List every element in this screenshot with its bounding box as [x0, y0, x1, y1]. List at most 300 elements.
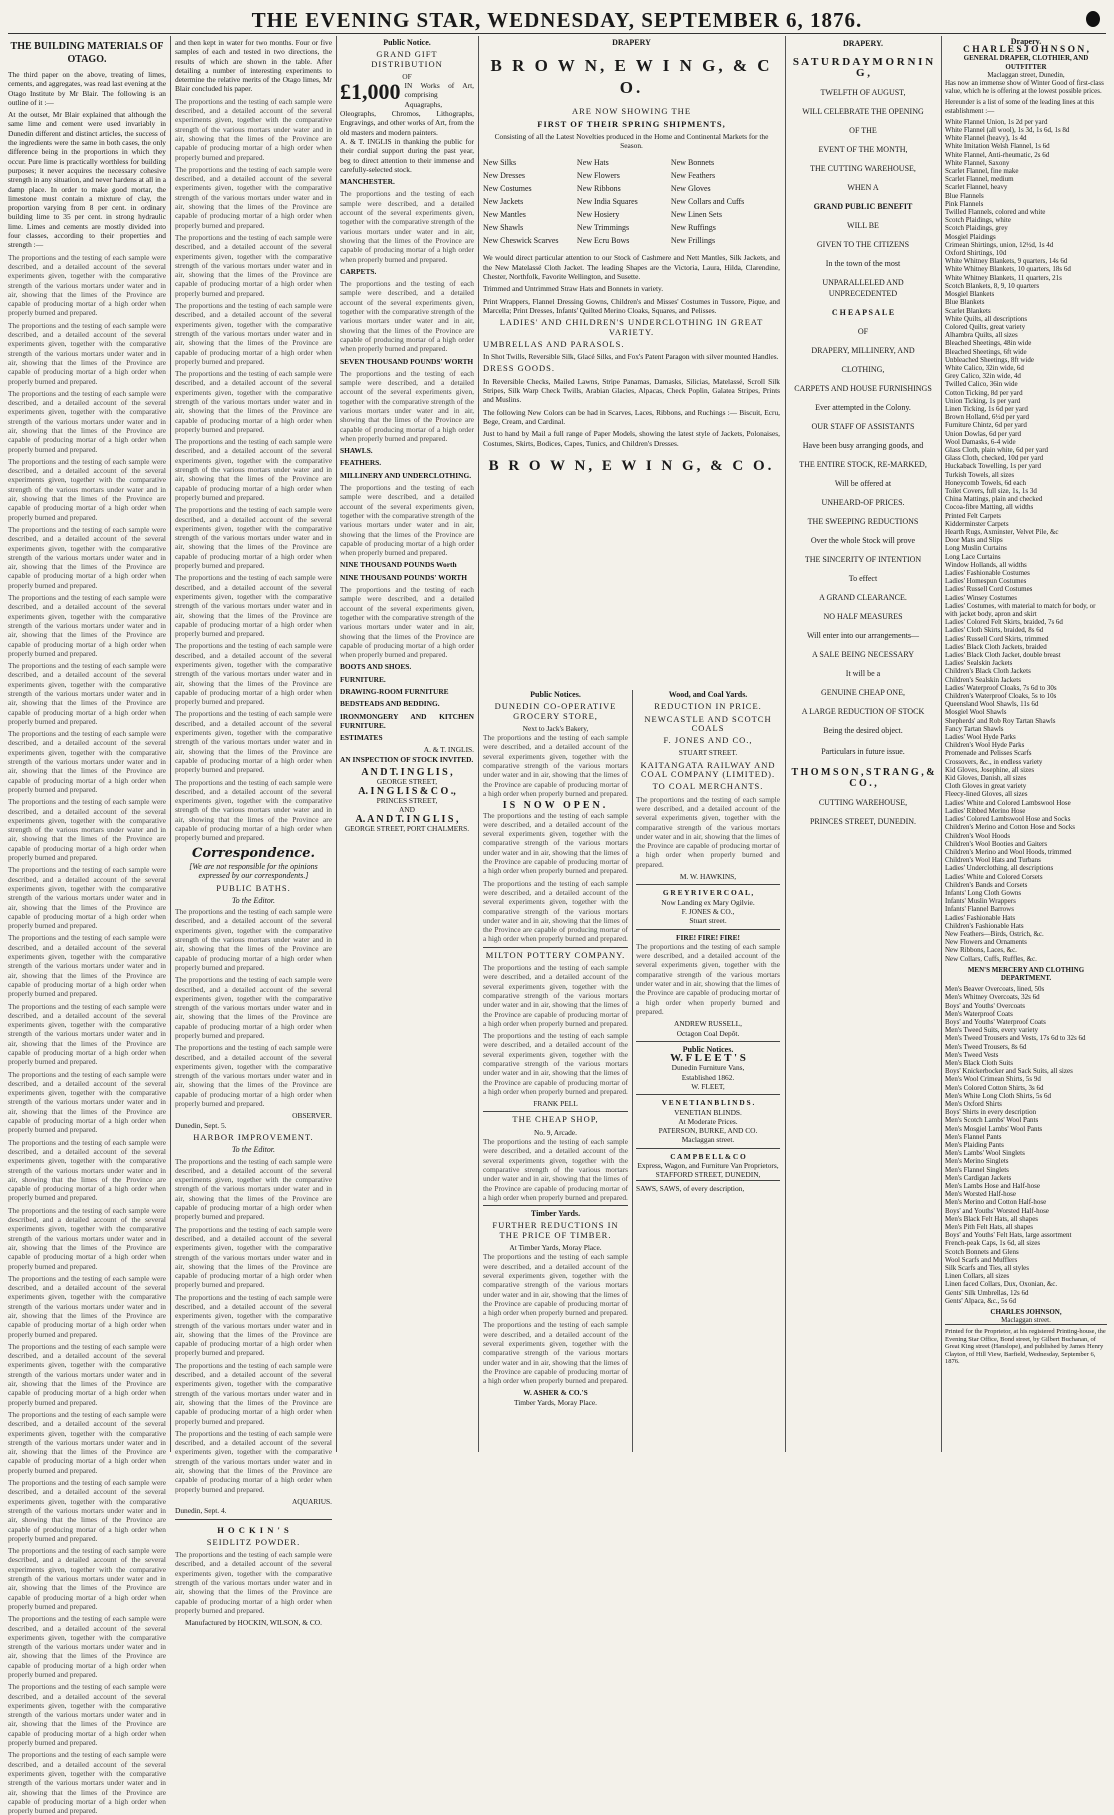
newspaper-title: THE EVENING STAR, WEDNESDAY, SEPTEMBER 6, 1876.	[251, 8, 863, 32]
notice-title: REDUCTION IN PRICE.	[654, 701, 762, 712]
advert-line: UNPARALLELED AND UNPRECEDENTED	[822, 278, 904, 298]
list-item: Printed Felt Carpets	[945, 511, 1001, 520]
list-item: White Whitney Blankets, 9 quarters, 14s 6d	[945, 257, 1068, 266]
list-item: Men's White Long Cloth Shirts, 5s 6d	[945, 1091, 1051, 1100]
list-item: Honeycomb Towels, 6d each	[945, 478, 1027, 487]
list-item: Men's Merino and Cotton Half-hose	[945, 1198, 1047, 1207]
advert-line: A SALE BEING NECESSARY	[811, 650, 914, 659]
list-item: Fancy Tartan Shawls	[945, 724, 1004, 733]
notice-line: Octagon Coal Depôt.	[676, 1028, 740, 1038]
list-item: Shepherds' and Rob Roy Tartan Shawls	[945, 716, 1056, 725]
section-title: AN INSPECTION OF STOCK INVITED.	[340, 754, 474, 764]
list-item: Ladies' Colored Lambswool Hose and Socks	[945, 815, 1071, 824]
notice-signature: FRANK PELL	[533, 1099, 578, 1109]
notice-title: FIRE! FIRE! FIRE!	[636, 929, 780, 942]
list-item: Linen faced Collars, Dux, Oxonian, &c.	[945, 1280, 1058, 1289]
list-item: Linen Collars, all sizes	[945, 1272, 1010, 1281]
letter-body: The proportions and the testing of each sample were described, and a detailed account of the several experiments given, together with the comparative strength of the various mortars under water and in air, showing that the limes of the Province are capable of producing mortar of a high order when properly burned and prepared.	[175, 1156, 332, 1222]
section-title: BEDSTEADS AND BEDDING.	[340, 699, 440, 709]
list-item: Ladies' Waterproof Cloaks, 7s 6d to 30s	[945, 683, 1057, 692]
article-body-cont: The proportions and the testing of each sample were described, and a detailed account of the several experiments given, together with the comparative strength of the various mortars under water and in air, showing that the limes of the Province are capable of producing mortar of a high order when properly burned and prepared.	[175, 301, 332, 366]
article-body-cont: The proportions and the testing of each sample were described, and a detailed account of the several experiments given, together with the comparative strength of the various mortars under water and in air, showing that the limes of the Province are capable of producing mortar of a high order when properly burned and prepared.	[8, 1205, 166, 1271]
list-item: New Trimmings	[576, 223, 630, 233]
list-item: Men's Tweed Suits, every variety	[945, 1026, 1038, 1035]
article-body-cont: The proportions and the testing of each sample were described, and a detailed account of the several experiments given, together with the comparative strength of the various mortars under water and in air, showing that the limes of the Province are capable of producing mortar of a high order when properly burned and prepared.	[8, 1682, 166, 1748]
list-item: Grey Calico, 32in wide, 4d	[945, 372, 1021, 381]
list-item: Men's Plaiding Pants	[945, 1141, 1004, 1150]
list-item: White Flannel, Saxony	[945, 158, 1010, 167]
advert-line: Have been busy arranging goods, and	[802, 441, 924, 450]
notice-title: THE CHEAP SHOP,	[483, 1111, 628, 1124]
list-item: New Ruffings	[670, 223, 716, 233]
list-item: Kid Gloves, Josephine, all sizes	[945, 765, 1035, 774]
list-item: Scarlet Blankets	[945, 306, 991, 315]
list-item: White Whitney Blankets, 11 quarters, 21s	[945, 273, 1062, 282]
article-body-cont: The proportions and the testing of each sample were described, and a detailed account of the several experiments given, together with the comparative strength of the various mortars under water and in air, showing that the limes of the Province are capable of producing mortar of a high order when properly burned and prepared.	[8, 524, 166, 590]
list-item: Unbleached Sheetings, 8ft wide	[945, 355, 1035, 364]
section-label: Public Notices.	[636, 1041, 780, 1054]
advert-line: CUTTING WAREHOUSE,	[818, 798, 908, 807]
list-item: Ladies' Sealskin Jackets	[945, 659, 1013, 668]
article-heading: THE BUILDING MATERIALS OF OTAGO.	[10, 41, 164, 65]
letter-body: The proportions and the testing of each sample were described, and a detailed account of the several experiments given, together with the comparative strength of the various mortars under water and in air, showing that the limes of the Province are capable of producing mortar of a high order when properly burned and prepared.	[175, 1360, 332, 1426]
list-item: Scotch Blankets, 8, 9, 10 quarters	[945, 281, 1040, 290]
article-body-cont: The proportions and the testing of each sample were described, and a detailed account of the several experiments given, together with the comparative strength of the various mortars under water and in air, showing that the limes of the Province are capable of producing mortar of a high order when properly burned and prepared.	[8, 593, 166, 658]
notice-signature: F. JONES & CO.,	[681, 906, 735, 916]
inglis-footer: A. A N D T. I N G L I S ,	[355, 813, 459, 825]
advert-paragraph: In Reversible Checks, Mailed Lawns, Stripe Panamas, Damasks, Silicias, Matelassé, Scroll Silk Stripes, Silk Warp Check Twills, Arabian Glacies, Alpacas, Check Poplin, Galatea Stripes, Prints and Muslins.	[483, 376, 780, 405]
list-item: Men's Flannel Pants	[945, 1132, 1002, 1141]
article-body-cont: The proportions and the testing of each sample were described, and a detailed account of the several experiments given, together with the comparative strength of the various mortars under water and in air, showing that the limes of the Province are capable of producing mortar of a high order when properly burned and prepared.	[175, 505, 332, 571]
article-body-cont: The proportions and the testing of each sample were described, and a detailed account of the several experiments given, together with the comparative strength of the various mortars under water and in air, showing that the limes of the Province are capable of producing mortar of a high order when properly burned and prepared.	[8, 1273, 166, 1339]
list-item: Blue Blankets	[945, 298, 985, 307]
section-title: FURNITURE.	[340, 674, 386, 684]
advert-line: Particulars in future issue.	[821, 747, 905, 756]
article-body-cont: The proportions and the testing of each sample were described, and a detailed account of the several experiments given, together with the comparative strength of the various mortars under water and in air, showing that the limes of the Province are capable of producing mortar of a high order when properly burned and prepared.	[175, 641, 332, 707]
company-name: C H A R L E S J O H N S O N ,	[963, 45, 1089, 56]
goods-list	[483, 156, 575, 247]
list-item: Boys' and Youths' Worsted Half-hose	[945, 1206, 1049, 1215]
section-label: Wood, and Coal Yards.	[668, 690, 748, 699]
list-item: Hearth Rugs, Axminster, Velvet Pile, &c	[945, 527, 1059, 536]
article-body-cont: The proportions and the testing of each sample were described, and a detailed account of the several experiments given, together with the comparative strength of the various mortars under water and in air, showing that the limes of the Province are capable of producing mortar of a high order when properly burned and prepared.	[8, 1750, 166, 1815]
list-item: New Feathers	[670, 171, 716, 181]
ad-title: H O C K I N ' S	[217, 1524, 290, 1535]
notice-line: Timber Yards, Moray Place.	[513, 1397, 598, 1407]
notice-body: The proportions and the testing of each sample were described, and a detailed account of the several experiments given, together with the comparative strength of the various mortars under water and in air, showing that the limes of the Province are capable of producing mortar of a high order when properly burned and prepared.	[483, 810, 628, 876]
list-item: New Costumes	[483, 184, 532, 194]
column-correspondence	[175, 38, 332, 1628]
section-title: CARPETS.	[340, 266, 377, 276]
list-item: Children's Wool Booties and Gaiters	[945, 839, 1048, 848]
list-item: Children's Wool Hyde Parks	[945, 741, 1025, 750]
advert-heading: LADIES' AND CHILDREN'S UNDERCLOTHING IN GREAT VARIETY.	[499, 317, 764, 337]
list-item: Children's Merino and Wool Hoods, trimmed	[945, 847, 1072, 856]
section-title: SHAWLS.	[340, 446, 373, 456]
list-item: Gents' Alpaca, &c., 5s 6d	[945, 1296, 1017, 1305]
inglis-footer-address: GEORGE STREET,	[376, 777, 438, 787]
company-name: B R O W N, E W I N G, & C O.	[488, 457, 775, 474]
list-item: Twilled Flannels, colored and white	[945, 208, 1046, 217]
list-item: Scotch Plaidings, grey	[945, 224, 1008, 233]
list-item: Mosgiel Plaidings	[945, 232, 996, 241]
masthead-rule	[8, 33, 1106, 34]
editor-note: [We are not responsible for the opinions expressed by our correspondents.]	[189, 861, 318, 881]
gift-amount: £1,000	[340, 79, 401, 105]
list-item: Ladies' Fashionable Costumes	[945, 569, 1030, 577]
column-divider	[785, 36, 786, 1452]
advert-line: Maclaggan street, Dunedin,	[987, 70, 1065, 79]
advert-heading: MEN'S MERCERY AND CLOTHING DEPARTMENT.	[967, 965, 1085, 982]
column-divider	[941, 36, 942, 1452]
goods-list	[945, 118, 1107, 963]
list-item: Cocoa-fibre Matting, all widths	[945, 503, 1034, 512]
list-item: Ladies' Underclothing, all descriptions	[945, 864, 1054, 873]
letter-title: PUBLIC BATHS.	[216, 882, 291, 893]
list-item: Window Hollands, all widths	[945, 560, 1027, 569]
section-title: FEATHERS.	[340, 458, 382, 468]
advert-line: Will be offered at	[834, 479, 892, 488]
article-body-cont: The proportions and the testing of each sample were described, and a detailed account of the several experiments given, together with the comparative strength of the various mortars under water and in air, showing that the limes of the Province are capable of producing mortar of a high order when properly burned and prepared.	[8, 320, 166, 386]
list-item: Colored Quilts, great variety	[945, 322, 1026, 331]
article-body-cont: The proportions and the testing of each sample were described, and a detailed account of the several experiments given, together with the comparative strength of the various mortars under water and in air, showing that the limes of the Province are capable of producing mortar of a high order when properly burned and prepared.	[8, 1069, 166, 1135]
notice-line: VENETIAN BLINDS.	[674, 1107, 742, 1117]
list-item: New Hosiery	[576, 210, 620, 220]
list-item: Crimean Shirtings, union, 12½d, 1s 4d	[945, 240, 1054, 249]
list-item: New Gloves	[670, 184, 711, 194]
brown-ewing-advert	[483, 38, 780, 678]
list-item: Men's Cardigan Jackets	[945, 1173, 1012, 1182]
list-item: Kid Gloves, Danish, all sizes	[945, 774, 1027, 783]
list-item: Cloth Gloves in great variety	[945, 782, 1027, 791]
list-item: Infants' Muslin Wrappers	[945, 897, 1016, 906]
list-item: Boys' and Youths' Overcoats	[945, 1001, 1025, 1010]
list-item: White Flannel Union, 1s 2d per yard	[945, 117, 1048, 126]
list-item: Queensland Wool Shawls, 11s 6d	[945, 700, 1039, 709]
list-item: Oxford Shirtings, 10d	[945, 249, 1007, 258]
correspondence-heading: Correspondence.	[191, 845, 316, 861]
list-item: Glass Cloth, checked, 10d per yard	[945, 454, 1044, 463]
list-item: Silk Scarfs and Ties, all styles	[945, 1264, 1030, 1273]
list-item: Men's Lambs Hose and Half-hose	[945, 1182, 1040, 1191]
goods-list	[945, 985, 1107, 1305]
column-inglis	[340, 38, 474, 1452]
list-item: New Jackets	[483, 197, 524, 207]
list-item: Men's Lambs' Wool Singlets	[945, 1149, 1025, 1158]
list-item: New Ribbons, Laces, &c.	[945, 946, 1017, 955]
notice-body: The proportions and the testing of each sample were described, and a detailed account of the several experiments given, together with the comparative strength of the various mortars under water and in air, showing that the limes of the Province are capable of producing mortar of a high order when properly burned and prepared.	[483, 1031, 628, 1096]
list-item: New Mantles	[483, 210, 526, 220]
column-coal-yards	[636, 690, 780, 1452]
section-title: NINE THOUSAND POUNDS' WORTH	[340, 572, 467, 582]
section-label: Drapery.	[1010, 37, 1042, 46]
section-label: DRAPERY	[612, 38, 651, 47]
gift-text: IN Works of Art, comprising Aquagraphs, Oleographs, Chromos, Lithographs, Engravings, and other works of Art, from the old masters and modern painters.	[340, 81, 474, 137]
list-item: Scotch Plaidings, white	[945, 216, 1011, 225]
list-item: Men's Waterproof Coats	[945, 1009, 1013, 1018]
notice-line: STUART STREET.	[678, 748, 738, 758]
list-item: Children's Fashionable Hats	[945, 921, 1024, 930]
notice-signature: PATERSON, BURKE, AND CO.	[658, 1126, 758, 1136]
list-item: Ladies' Colored Felt Skirts, braided, 7s 6d	[945, 618, 1063, 627]
advert-line: WILL BE	[847, 221, 879, 230]
article-body-cont: The proportions and the testing of each sample were described, and a detailed account of the several experiments given, together with the comparative strength of the various mortars under water and in air, showing that the limes of the Province are capable of producing mortar of a high order when properly burned and prepared.	[175, 232, 332, 298]
column-divider	[170, 36, 171, 1452]
list-item: Ladies' Ribbed Merino Hose	[945, 806, 1026, 815]
advert-line: OF	[857, 327, 869, 336]
inglis-footer-address: PRINCES STREET,	[376, 795, 438, 805]
article-body-cont: The proportions and the testing of each sample were described, and a detailed account of the several experiments given, together with the comparative strength of the various mortars under water and in air, showing that the limes of the Province are capable of producing mortar of a high order when properly burned and prepared.	[8, 729, 166, 794]
list-item: Bleached Sheetings, 48in wide	[945, 339, 1032, 348]
advert-line: GIVEN TO THE CITIZENS	[816, 240, 910, 249]
list-item: Children's Bands and Corsets	[945, 880, 1028, 889]
notice-title: NEWCASTLE AND SCOTCH COALS	[644, 713, 772, 733]
advert-paragraph: Has now an immense show of Winter Good of first-class value, which he is offering at the lowest possible prices.	[945, 79, 1104, 96]
gift-of: OF	[402, 71, 412, 81]
advert-line: S A T U R D A Y M O R N I N G ,	[792, 56, 934, 79]
advert-paragraph: The following New Colors can be had in Scarves, Laces, Ribbons, and Ruchings :— Biscuit, Ecru, Bege, Cream, and Cardinal.	[483, 407, 780, 426]
article-body-cont: The proportions and the testing of each sample were described, and a detailed account of the several experiments given, together with the comparative strength of the various mortars under water and in air, showing that the limes of the Province are capable of producing mortar of a high order when properly burned and prepared.	[175, 709, 332, 775]
list-item: Ladies' White and Colored Corsets	[945, 872, 1043, 881]
advert-heading: DRESS GOODS.	[483, 363, 555, 374]
list-item: Ladies' Cloth Skirts, braided, 8s 6d	[945, 626, 1044, 635]
list-item: Brown Holland, 6½d per yard	[945, 413, 1029, 422]
notice-line: Now Landing ex Mary Ogilvie.	[661, 897, 755, 907]
list-item: Ladies' Fashionable Hats	[945, 913, 1016, 922]
list-item: Scarlet Flannel, medium	[945, 175, 1014, 184]
notice-body: SAWS, SAWS, of every description,	[636, 1180, 780, 1193]
notice-body: The proportions and the testing of each sample were described, and a detailed account of the several experiments given, together with the comparative strength of the various mortars under water and in air, showing that the limes of the Province are capable of producing mortar of a high order when properly burned and prepared.	[636, 794, 780, 869]
goods-list	[577, 156, 669, 247]
ad-footer: Manufactured by HOCKIN, WILSON, & CO.	[185, 1618, 322, 1628]
list-item: Glass Cloth, plain white, 6d per yard	[945, 445, 1049, 454]
advert-line: A GRAND CLEARANCE.	[819, 593, 907, 602]
advert-line: THE CUTTING WAREHOUSE,	[810, 164, 916, 173]
list-item: Men's Black Felt Hats, all shapes	[945, 1214, 1039, 1223]
section-title: IRONMONGERY AND KITCHEN FURNITURE.	[340, 711, 474, 730]
inglis-footer: A N D T. I N G L I S ,	[361, 767, 453, 779]
list-item: Fleecy-lined Gloves, all sizes	[945, 790, 1028, 799]
inglis-intro: A. & T. INGLIS in thanking the public for their cordial support during the past year, beg to direct attention to their immense and carefully-selected stock.	[340, 136, 474, 174]
section-title: MILLINERY AND UNDERCLOTHING.	[340, 470, 472, 480]
list-item: Ladies' Wool Hyde Parks	[945, 733, 1016, 742]
list-item: Ladies' Black Cloth Jackets, braided	[945, 642, 1047, 651]
notice-title: IS NOW OPEN.	[502, 800, 609, 812]
list-item: Infants' Flannel Barrows	[945, 905, 1014, 914]
list-item: Infants' Long Cloth Gowns	[945, 888, 1022, 897]
list-item: Ladies' Russell Cord Costumes	[945, 585, 1033, 594]
letter-body: The proportions and the testing of each sample were described, and a detailed account of the several experiments given, together with the comparative strength of the various mortars under water and in air, showing that the limes of the Province are capable of producing mortar of a high order when properly burned and prepared.	[175, 907, 332, 972]
list-item: Promenade and Pelisses Scarfs	[945, 749, 1032, 758]
list-item: Men's Mosgiel Lambs' Wool Pants	[945, 1124, 1043, 1133]
article-body-cont: The proportions and the testing of each sample were described, and a detailed account of the several experiments given, together with the comparative strength of the various mortars under water and in air, showing that the limes of the Province are capable of producing mortar of a high order when properly burned and prepared.	[8, 661, 166, 726]
goods-list	[671, 156, 763, 247]
inglis-footer: A. I N G L I S & C O .,	[358, 785, 456, 797]
notice-title: G R E Y R I V E R C O A L ,	[636, 884, 780, 897]
section-body: The proportions and the testing of each sample were described, and a detailed account of the several experiments given, together with the comparative strength of the various mortars under water and in air, showing that the limes of the Province are capable of producing mortar of a high order when properly burned and prepared.	[340, 368, 474, 443]
letter-salutation: To the Editor.	[231, 895, 276, 905]
list-item: Children's Waterproof Cloaks, 5s to 10s	[945, 692, 1057, 701]
advert-line: Consisting of all the Latest Novelties produced in the Home and Continental Markets for the Season.	[494, 131, 769, 151]
advert-line: THE SWEEPING REDUCTIONS	[807, 517, 919, 526]
list-item: New India Squares	[576, 197, 638, 207]
notice-line: STAFFORD STREET, DUNEDIN,	[655, 1170, 761, 1180]
list-item: Men's Colored Cotton Shirts, 3s 6d	[945, 1083, 1044, 1092]
advert-line: WHEN A	[847, 183, 879, 192]
article-body-cont: The proportions and the testing of each sample were described, and a detailed account of the several experiments given, together with the comparative strength of the various mortars under water and in air, showing that the limes of the Province are capable of producing mortar of a high order when properly burned and prepared.	[8, 1478, 166, 1543]
list-item: New Cheswick Scarves	[483, 236, 559, 246]
letter-signature: OBSERVER.	[292, 1111, 332, 1121]
notice-title: C A M P B E L L & C O	[636, 1148, 780, 1161]
notice-title: MILTON POTTERY COMPANY.	[483, 947, 628, 960]
article-body-cont: The proportions and the testing of each sample were described, and a detailed account of the several experiments given, together with the comparative strength of the various mortars under water and in air, showing that the limes of the Province are capable of producing mortar of a high order when properly burned and prepared.	[175, 96, 332, 162]
list-item: Scarlet Flannel, heavy	[945, 183, 1008, 192]
list-item: Men's Whitney Overcoats, 32s 6d	[945, 993, 1040, 1002]
list-item: Huckaback Towelling, 1s per yard	[945, 462, 1041, 471]
advert-paragraph: Print Wrappers, Flannel Dressing Gowns, Children's and Misses' Costumes in Tussore, Pique, and Marcella; Print Dresses, Infants' Quilted Merino Cloaks, Squares, and Pelisses.	[483, 296, 780, 315]
list-item: New Hats	[576, 158, 609, 168]
list-item: New Silks	[483, 158, 517, 168]
list-item: Children's Sealskin Jackets	[945, 675, 1021, 684]
advert-line: It will be a	[845, 669, 881, 678]
advert-line: THE SINCERITY OF INTENTION	[804, 555, 922, 564]
notice-title: FURTHER REDUCTIONS IN THE PRICE OF TIMBER.	[492, 1220, 619, 1240]
section-title: SEVEN THOUSAND POUNDS' WORTH	[340, 356, 474, 366]
section-title: NINE THOUSAND POUNDS Worth	[340, 560, 457, 570]
list-item: French-peak Caps, 1s 6d, all sizes	[945, 1239, 1041, 1248]
section-title: ESTIMATES	[340, 733, 383, 743]
list-item: Long Muslin Curtains	[945, 544, 1007, 553]
list-item: New Linen Sets	[670, 210, 722, 220]
list-item: Long Lace Curtains	[945, 552, 1001, 561]
notice-line: Dunedin Furniture Vans,	[671, 1063, 745, 1073]
letter-signature: AQUARIUS.	[291, 1496, 332, 1506]
ad-body: The proportions and the testing of each sample were described, and a detailed account of the several experiments given, together with the comparative strength of the various mortars under water and in air, showing that the limes of the Province are capable of producing mortar of a high order when properly burned and prepared.	[175, 1550, 332, 1615]
advert-line: GENERAL DRAPER, CLOTHIER, AND OUTFITTER	[963, 54, 1089, 71]
list-item: Boys' and Youths' Felt Hats, large assortment	[945, 1231, 1072, 1240]
advert-line: In the town of the most	[825, 259, 901, 268]
notice-body: The proportions and the testing of each sample were described, and a detailed account of the several experiments given, together with the comparative strength of the various mortars under water and in air, showing that the limes of the Province are capable of producing mortar of a high order when properly burned and prepared.	[483, 963, 628, 1028]
list-item: Scotch Bonnets and Glens	[945, 1247, 1019, 1256]
notice-body: The proportions and the testing of each sample were described, and a detailed account of the several experiments given, together with the comparative strength of the various mortars under water and in air, showing that the limes of the Province are capable of producing mortar of a high order when properly burned and prepared.	[483, 733, 628, 798]
notice-title: KAITANGATA RAILWAY AND COAL COMPANY (LIMITED).	[640, 759, 776, 780]
advert-line: A LARGE REDUCTION OF STOCK	[801, 707, 925, 716]
advert-line: TWELFTH OF AUGUST,	[820, 88, 906, 97]
article-tail: and then kept in water for two months. Four or five samples of each and tested in two directions, the results of which are shown in the table. After detailing a number of interesting experiments to determine the relative merits of the Otago limes, Mr Blair concluded his paper.	[175, 38, 332, 94]
notice-title: TO COAL MERCHANTS.	[652, 781, 764, 792]
advert-heading: UMBRELLAS AND PARASOLS.	[483, 338, 625, 349]
list-item: Scarlet Flannel, fine make	[945, 167, 1019, 176]
article-body-cont: The proportions and the testing of each sample were described, and a detailed account of the several experiments given, together with the comparative strength of the various mortars under water and in air, showing that the limes of the Province are capable of producing mortar of a high order when properly burned and prepared.	[8, 1409, 166, 1475]
letter-date: Dunedin, Sept. 4.	[175, 1506, 227, 1516]
list-item: Mosgiel Wool Shawls	[945, 708, 1007, 717]
article-body-cont: The proportions and the testing of each sample were described, and a detailed account of the several experiments given, together with the comparative strength of the various mortars under water and in air, showing that the limes of the Province are capable of producing mortar of a high order when properly burned and prepared.	[8, 1001, 166, 1067]
article-body-cont: The proportions and the testing of each sample were described, and a detailed account of the several experiments given, together with the comparative strength of the various mortars under water and in air, showing that the limes of the Province are capable of producing mortar of a high order when properly burned and prepared.	[8, 252, 166, 318]
notice-body: The proportions and the testing of each sample were described, and a detailed account of the several experiments given, together with the comparative strength of the various mortars under water and in air, showing that the limes of the Province are capable of producing mortar of a high order when properly burned and prepared.	[483, 1137, 628, 1202]
list-item: China Mattings, plain and checked	[945, 495, 1043, 504]
advert-paragraph: Hereunder is a list of some of the leading lines at this establishment :—	[945, 98, 1095, 115]
section-body: The proportions and the testing of each sample were described, and a detailed account of the several experiments given, together with the comparative strength of the various mortars under water and in air, showing that the limes of the Province are capable of producing mortar of a high order when properly burned and prepared.	[340, 483, 474, 558]
column-thomson-strang	[789, 38, 937, 1452]
list-item: White Calico, 32in wide, 6d	[945, 363, 1024, 372]
list-item: Boys' and Youths' Waterproof Coats	[945, 1017, 1046, 1026]
list-item: New Flowers and Ornaments	[945, 938, 1027, 947]
list-item: Children's Wool Hoods	[945, 831, 1011, 840]
article-body-cont: The proportions and the testing of each sample were described, and a detailed account of the several experiments given, together with the comparative strength of the various mortars under water and in air, showing that the limes of the Province are capable of producing mortar of a high order when properly burned and prepared.	[8, 797, 166, 863]
list-item: Men's Merino Singlets	[945, 1157, 1009, 1166]
notice-line: Next to Jack's Bakery,	[522, 723, 589, 733]
column-charles-johnson	[945, 38, 1107, 1452]
list-item: Men's Tweed Trousers, 8s 6d	[945, 1042, 1027, 1051]
advert-paragraph: Just to hand by Mail a full range of Paper Models, showing the latest style of Jackets, Polonaises, Costumes, Skirts, Bodices, Capes, Tunics, and Children's Dresses.	[483, 429, 780, 448]
list-item: Men's Tweed Vests	[945, 1050, 999, 1059]
article-body-cont: The proportions and the testing of each sample were described, and a detailed account of the several experiments given, together with the comparative strength of the various mortars under water and in air, showing that the limes of the Province are capable of producing mortar of a high order when properly burned and prepared.	[8, 1614, 166, 1679]
list-item: Alhambra Quilts, all sizes	[945, 331, 1018, 340]
list-item: Wool Scarfs and Mufflers	[945, 1255, 1018, 1264]
article-body-cont: The proportions and the testing of each sample were described, and a detailed account of the several experiments given, together with the comparative strength of the various mortars under water and in air, showing that the limes of the Province are capable of producing mortar of a high order when properly burned and prepared.	[175, 777, 332, 843]
advert-line: NO HALF MEASURES	[823, 612, 903, 621]
article-body-cont: The proportions and the testing of each sample were described, and a detailed account of the several experiments given, together with the comparative strength of the various mortars under water and in air, showing that the limes of the Province are capable of producing mortar of a high order when properly burned and prepared.	[175, 164, 332, 230]
printer-imprint: Printed for the Proprietor, at his registered Printing-house, the Evening Star Office, Bond street, by Gilbert Buchanan, of Great King street (Hanslope), and published by James Henry Clayton, of Hill View, Barfield, Wednesday, September 6, 1876.	[945, 1324, 1107, 1366]
list-item: Men's Flannel Singlets	[945, 1165, 1009, 1174]
notice-signature: M. W. HAWKINS,	[679, 872, 737, 882]
list-item: Ladies' Russell Cord Skirts, trimmed	[945, 634, 1049, 643]
notice-line: Maclaggan street.	[681, 1135, 735, 1145]
list-item: Wool Damasks, 6-4 wide	[945, 437, 1016, 446]
list-item: White Whitney Blankets, 10 quarters, 18s 6d	[945, 265, 1071, 274]
list-item: Crossovers, &c., in endless variety	[945, 757, 1043, 766]
notice-signature: W. ASHER & CO.'S	[523, 1388, 588, 1398]
section-title: BOOTS AND SHOES.	[340, 662, 412, 672]
advert-line: CLOTHING,	[841, 365, 885, 374]
section-label: Timber Yards.	[483, 1205, 628, 1218]
advert-signature: CHARLES JOHNSON,	[990, 1308, 1062, 1317]
list-item: Men's Black Cloth Suits	[945, 1058, 1013, 1067]
notice-line: Established 1862.	[681, 1072, 735, 1082]
advert-paragraph: We would direct particular attention to our Stock of Cashmere and Nett Mantles, Silk Jackets, and the New Matelassé Cloth Jacket. The leading Shapes are the Victoria, Laura, Hilda, Clarendine, Chester, Northfolk, Favorite Wellington, and Susette.	[483, 253, 780, 282]
list-item: Linen Ticking, 1s 6d per yard	[945, 404, 1028, 413]
list-item: Mosgiel Blankets	[945, 290, 995, 299]
corner-mark	[1086, 11, 1100, 27]
list-item: White Flannel, Anti-rheumatic, 2s 6d	[945, 150, 1050, 159]
article-body-cont: The proportions and the testing of each sample were described, and a detailed account of the several experiments given, together with the comparative strength of the various mortars under water and in air, showing that the limes of the Province are capable of producing mortar of a high order when properly burned and prepared.	[8, 456, 166, 522]
list-item: Children's Merino and Cotton Hose and Socks	[945, 823, 1075, 832]
advert-line: DRAPERY, MILLINERY, AND	[811, 346, 915, 355]
list-item: New Ecru Bows	[576, 236, 630, 246]
list-item: Boys' Knickerbocker and Sack Suits, all sizes	[945, 1067, 1073, 1076]
section-label: Public Notices.	[530, 690, 581, 699]
inglis-signature: A. & T. INGLIS.	[423, 745, 474, 755]
section-body: The proportions and the testing of each sample were described, and a detailed account of the several experiments given, together with the comparative strength of the various mortars under water and in air, showing that the limes of the Province are capable of producing mortar of a high order when properly burned and prepared.	[340, 585, 474, 660]
article-body-cont: The proportions and the testing of each sample were described, and a detailed account of the several experiments given, together with the comparative strength of the various mortars under water and in air, showing that the limes of the Province are capable of producing mortar of a high order when properly burned and prepared.	[8, 1546, 166, 1611]
letter-salutation: To the Editor.	[231, 1145, 276, 1155]
article-body-cont: The proportions and the testing of each sample were described, and a detailed account of the several experiments given, together with the comparative strength of the various mortars under water and in air, showing that the limes of the Province are capable of producing mortar of a high order when properly burned and prepared.	[8, 933, 166, 999]
advert-line: C H E A P S A L E	[831, 308, 895, 317]
notice-body: The proportions and the testing of each sample were described, and a detailed account of the several experiments given, together with the comparative strength of the various mortars under water and in air, showing that the limes of the Province are capable of producing mortar of a high order when properly burned and prepared.	[636, 941, 780, 1016]
notice-line: Express, Wagon, and Furniture Van Proprietors,	[637, 1161, 779, 1171]
list-item: White Quilts, all descriptions	[945, 314, 1028, 323]
advert-line: EVENT OF THE MONTH,	[818, 145, 908, 154]
list-item: Men's Pith Felt Hats, all shapes	[945, 1223, 1033, 1232]
article-body-cont: The proportions and the testing of each sample were described, and a detailed account of the several experiments given, together with the comparative strength of the various mortars under water and in air, showing that the limes of the Province are capable of producing mortar of a high order when properly burned and prepared.	[175, 573, 332, 639]
notice-signature: W. FLEET,	[691, 1081, 725, 1091]
notice-body: The proportions and the testing of each sample were described, and a detailed account of the several experiments given, together with the comparative strength of the various mortars under water and in air, showing that the limes of the Province are capable of producing mortar of a high order when properly burned and prepared.	[483, 1320, 628, 1386]
advert-line: THE ENTIRE STOCK, RE-MARKED,	[799, 460, 927, 469]
list-item: Kidderminster Carpets	[945, 519, 1009, 528]
list-item: Men's Worsted Half-hose	[945, 1190, 1016, 1199]
list-item: Men's Scotch Lambs' Wool Pants	[945, 1116, 1039, 1125]
inglis-footer-address: GEORGE STREET, PORT CHALMERS.	[344, 823, 470, 833]
